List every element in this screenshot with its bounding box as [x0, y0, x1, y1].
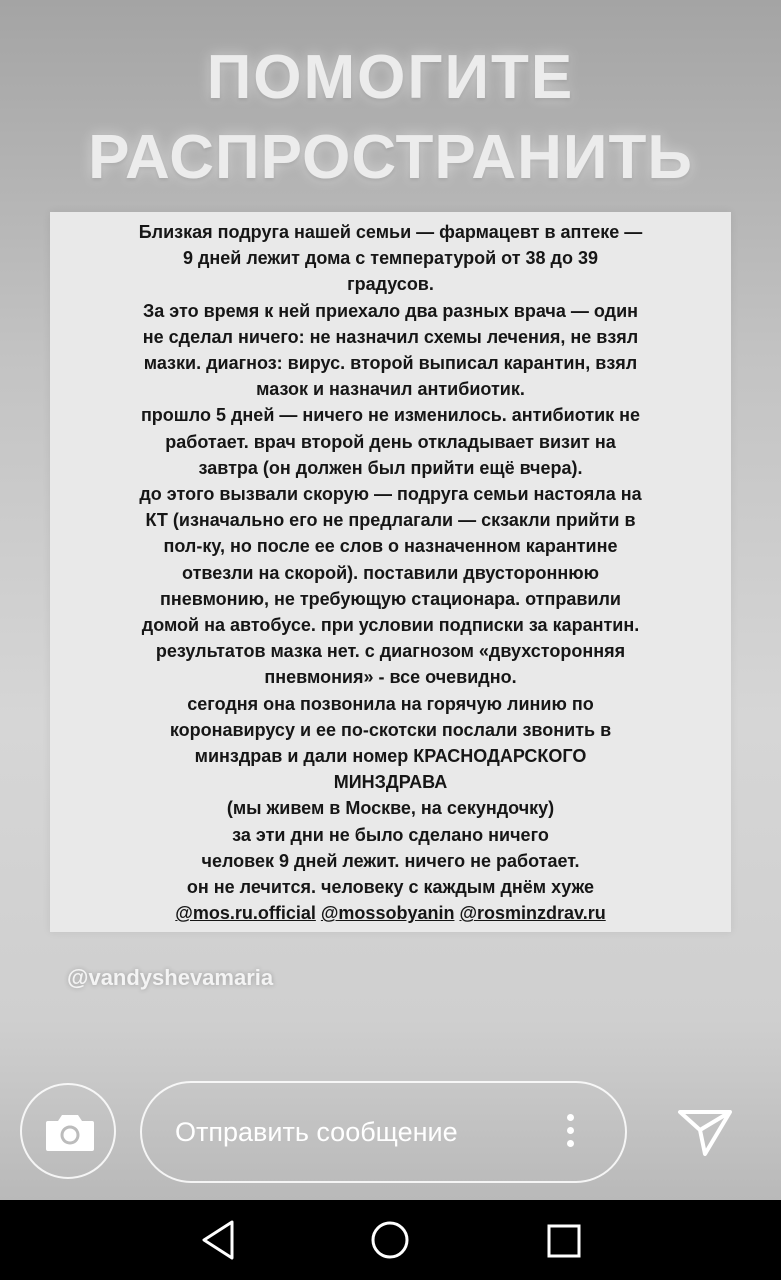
card-line: он не лечится. человеку с каждым днём хуже	[186, 877, 595, 898]
back-icon[interactable]	[198, 1218, 238, 1267]
camera-button[interactable]	[20, 1083, 116, 1179]
system-nav-bar	[0, 1200, 781, 1280]
card-mentions	[60, 900, 721, 926]
card-line: пол-ку, но после ее слов о назначенном карантине	[163, 536, 618, 557]
card-line: МИНЗДРАВА	[333, 772, 448, 793]
card-line: за эти дни не было сделано ничего	[232, 824, 549, 845]
card-line: домой на автобусе. при условии подписки за карантин.	[141, 615, 640, 636]
headline-line-1: ПОМОГИТЕ	[206, 43, 575, 112]
message-input[interactable]	[140, 1081, 627, 1183]
recents-icon[interactable]	[546, 1223, 582, 1264]
more-vertical-icon[interactable]	[567, 1114, 574, 1153]
message-placeholder: Отправить сообщение	[175, 1117, 458, 1147]
card-line: 9 дней лежит дома с температурой от 38 до 39	[182, 248, 598, 269]
card-line: человек 9 дней лежит. ничего не работает.	[201, 850, 580, 871]
author-mention[interactable]: @vandyshevamaria	[67, 965, 274, 990]
home-icon[interactable]	[370, 1220, 410, 1265]
card-line: результатов мазка нет. с диагнозом «двухсторонняя	[155, 641, 626, 662]
card-line: не сделал ничего: не назначил схемы лечения, не взял	[142, 326, 639, 347]
card-line: пневмонию, не требующую стационара. отправили	[160, 588, 621, 609]
card-line: минздрав и дали номер КРАСНОДАРСКОГО	[194, 746, 587, 767]
card-line: пневмония» - все очевидно.	[264, 667, 517, 688]
card-text	[60, 219, 721, 926]
send-icon[interactable]	[677, 1108, 733, 1163]
card-line: работает. врач второй день откладывает визит на	[165, 431, 616, 452]
card-line: Близкая подруга нашей семьи — фармацевт в аптеке —	[138, 222, 643, 242]
mention-mos-ru: @mos.ru.official	[175, 903, 316, 924]
card-line: прошло 5 дней — ничего не изменилось. антибиотик не	[140, 405, 641, 426]
mention-rosminzdrav: @rosminzdrav.ru	[459, 903, 606, 924]
camera-icon	[44, 1107, 96, 1159]
headline-line-2: РАСПРОСТРАНИТЬ	[88, 123, 693, 192]
card-line: коронавирусу и ее по-скотски послали звонить в	[169, 719, 612, 740]
card-line: КТ (изначально его не предлагали — скзакли прийти в	[145, 510, 636, 531]
card-line: мазки. диагноз: вирус. второй выписал карантин, взял	[143, 353, 638, 374]
card-line: отвезли на скорой). поставили двустороннюю	[182, 562, 599, 583]
card-line: завтра (он должен был прийти ещё вчера).	[198, 457, 583, 478]
card-line: градусов.	[347, 274, 434, 295]
card-line: мазок и назначил антибиотик.	[256, 379, 525, 400]
card-line: до этого вызвали скорую — подруга семьи настояла на	[139, 484, 642, 505]
mention-mossobyanin: @mossobyanin	[320, 903, 455, 924]
card-line: За это время к ней приехало два разных врача — один	[143, 300, 638, 321]
card-line: сегодня она позвонила на горячую линию по	[187, 693, 594, 714]
card-line: (мы живем в Москве, на секундочку)	[226, 798, 555, 819]
